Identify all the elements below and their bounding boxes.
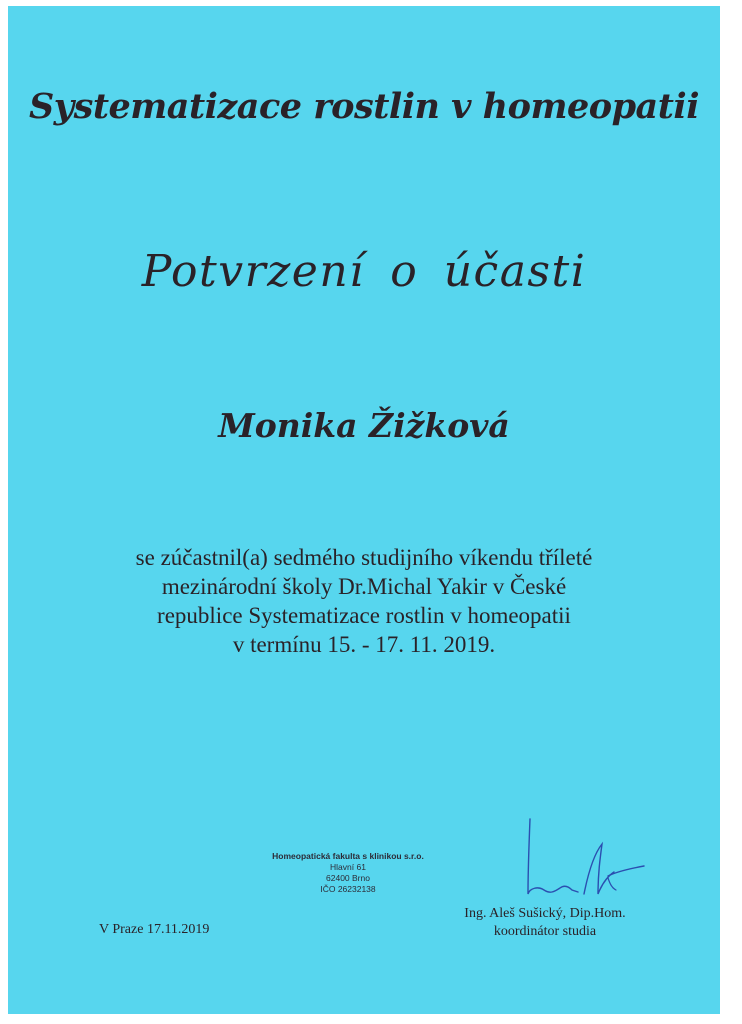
body-line: mezinárodní školy Dr.Michal Yakir v České [161, 574, 567, 599]
body-line: se zúčastnil(a) sedmého studijního víkendu tříleté [135, 545, 593, 570]
signer-block [455, 905, 635, 941]
certificate-body [8, 543, 720, 659]
handwritten-signature [516, 814, 656, 909]
certificate-title: Potvrzení o účasti [141, 246, 587, 297]
course-title: Systematizace rostlin v homeopatii [29, 86, 699, 127]
body-line: v termínu 15. - 17. 11. 2019. [232, 632, 496, 657]
signer-name: Ing. Aleš Sušický, Dip.Hom. [464, 906, 626, 921]
signer-role: koordinátor studia [493, 924, 597, 939]
participant-name: Monika Žižková [218, 406, 510, 445]
stamp-company-name: Homeopatická fakulta s klinikou s.r.o. [272, 851, 424, 861]
company-stamp [248, 851, 448, 895]
stamp-street: Hlavní 61 [330, 862, 366, 872]
stamp-city: 62400 Brno [326, 873, 370, 883]
place-and-date: V Praze 17.11.2019 [99, 922, 210, 937]
certificate-sheet [8, 6, 720, 1014]
body-line: republice Systematizace rostlin v homeopatii [157, 603, 571, 628]
stamp-ico: IČO 26232138 [320, 884, 376, 894]
